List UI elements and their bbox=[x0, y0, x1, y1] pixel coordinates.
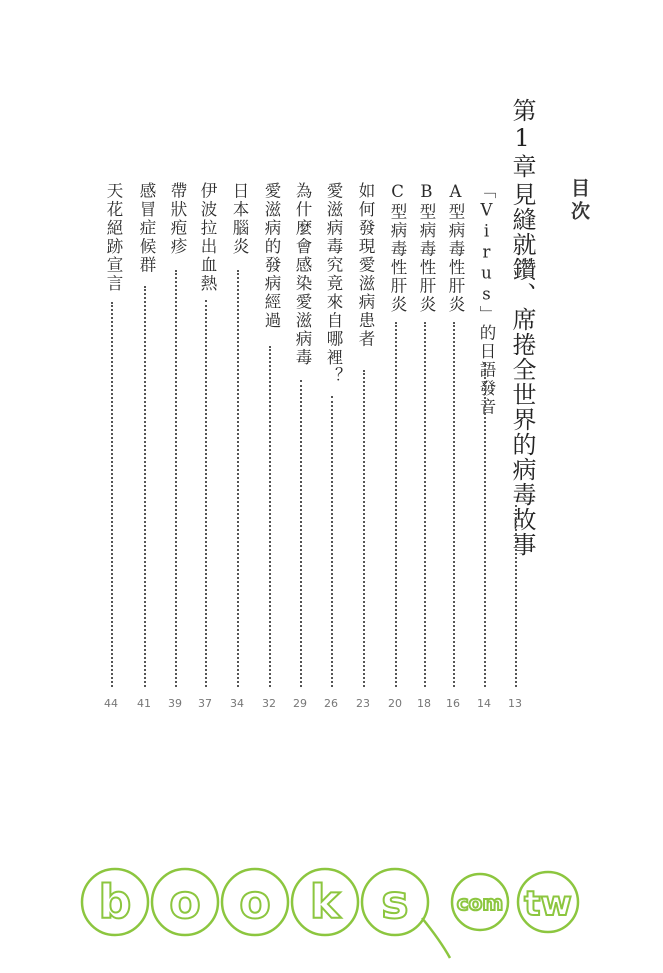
entry-title-text: 感冒症候群 bbox=[137, 182, 156, 275]
toc-entry-13[interactable] bbox=[101, 182, 125, 293]
leader bbox=[453, 322, 455, 687]
page-number: 26 bbox=[324, 697, 338, 710]
toc-entry-3[interactable] bbox=[414, 182, 438, 314]
toc-entry-12[interactable] bbox=[134, 182, 158, 275]
page-number: 29 bbox=[293, 697, 307, 710]
watermark-letter: b bbox=[98, 875, 132, 929]
leader bbox=[331, 396, 333, 687]
watermark-tw: tw bbox=[524, 884, 572, 924]
entry-title-text: 日本腦炎 bbox=[230, 182, 249, 256]
entry-title-text: 帶狀疱疹 bbox=[168, 182, 187, 256]
chapter-label: 第1章 bbox=[508, 98, 536, 180]
page-number: 37 bbox=[198, 697, 212, 710]
entry-title-text: 伊波拉出血熱 bbox=[198, 182, 217, 293]
toc-entry-5[interactable] bbox=[353, 182, 377, 349]
entry-title-text: C型病毒性肝炎 bbox=[388, 182, 407, 314]
leader bbox=[424, 322, 426, 687]
entry-title-text: 愛滋病毒究竟來自哪裡？ bbox=[324, 182, 343, 386]
page-number: 16 bbox=[446, 697, 460, 710]
watermark-tail bbox=[422, 918, 450, 958]
page-number: 14 bbox=[477, 697, 491, 710]
watermark-letter: k bbox=[309, 875, 341, 929]
toc-entry-9[interactable] bbox=[227, 182, 251, 256]
toc-entry-8[interactable] bbox=[259, 182, 283, 330]
toc-entry-10[interactable] bbox=[195, 182, 219, 293]
entry-title-text: 愛滋病的發病經過 bbox=[262, 182, 281, 330]
page-number: 34 bbox=[230, 697, 244, 710]
leader bbox=[300, 380, 302, 687]
entry-title-text: 天花絕跡宣言 bbox=[104, 182, 123, 293]
page-number: 23 bbox=[356, 697, 370, 710]
entry-title-text: A型病毒性肝炎 bbox=[446, 182, 465, 314]
toc-entry-7[interactable] bbox=[290, 182, 314, 367]
page-number: 20 bbox=[388, 697, 402, 710]
toc-entry-4[interactable] bbox=[385, 182, 409, 314]
page-number: 32 bbox=[262, 697, 276, 710]
leader bbox=[205, 300, 207, 687]
watermark-letter: o bbox=[239, 875, 271, 929]
entry-title-text: 如何發現愛滋病患者 bbox=[356, 182, 375, 349]
books-com-tw-watermark bbox=[70, 860, 610, 970]
leader bbox=[237, 270, 239, 687]
toc-heading: 目次 bbox=[568, 178, 590, 224]
leader bbox=[395, 322, 397, 687]
page-number: 44 bbox=[104, 697, 118, 710]
chapter-title: 見縫就鑽、席捲全世界的病毒故事 bbox=[508, 182, 536, 557]
watermark-letter: s bbox=[381, 875, 409, 929]
leader bbox=[144, 286, 146, 687]
page-number: 18 bbox=[417, 697, 431, 710]
leader bbox=[363, 370, 365, 687]
page-number: 39 bbox=[168, 697, 182, 710]
toc-entry-6[interactable] bbox=[321, 182, 345, 386]
toc-entry-11[interactable] bbox=[165, 182, 189, 256]
leader bbox=[111, 302, 113, 687]
entry-title-text: 「Virus」的日語發音 bbox=[477, 182, 496, 417]
page-number-chapter: 13 bbox=[508, 697, 522, 710]
watermark-com: com bbox=[456, 891, 504, 915]
toc-entry-1[interactable] bbox=[474, 182, 498, 417]
watermark-letter: o bbox=[169, 875, 201, 929]
leader bbox=[175, 270, 177, 687]
leader-chapter bbox=[515, 505, 517, 687]
leader bbox=[269, 346, 271, 687]
toc-entry-2[interactable] bbox=[443, 182, 467, 314]
entry-title-text: B型病毒性肝炎 bbox=[417, 182, 436, 314]
page-number: 41 bbox=[137, 697, 151, 710]
leader bbox=[484, 362, 486, 687]
entry-title-text: 為什麼會感染愛滋病毒 bbox=[293, 182, 312, 367]
